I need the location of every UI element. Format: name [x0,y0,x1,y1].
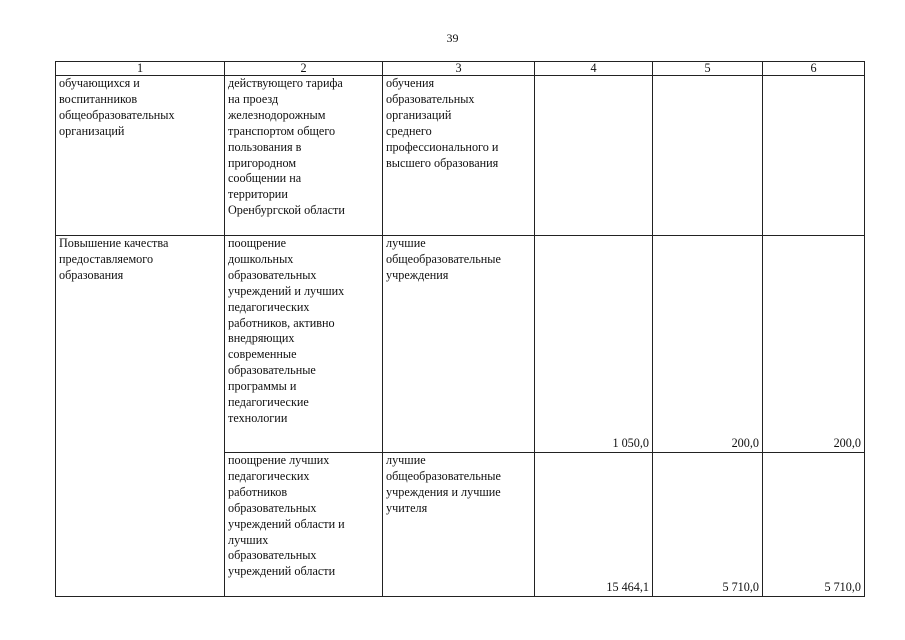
table-cell [383,76,535,236]
column-header-2: 2 [225,62,383,76]
table-cell [383,453,535,597]
table-cell: 5 710,0 [653,453,763,597]
column-header-5: 5 [653,62,763,76]
cell-text: Повышение качества предоставляемого образования [59,236,169,282]
cell-text: обучения образовательных организаций среднего профессионального и высшего образования [386,76,499,170]
table-row [56,236,865,453]
table-cell [225,453,383,597]
cell-text: поощрение лучших педагогических работников образовательных учреждений области и лучших образовательных учреждений области [228,453,345,579]
table-cell [763,76,865,236]
page-number: 39 [446,31,459,45]
table-cell: 200,0 [653,236,763,453]
table-cell [383,236,535,453]
column-header-4: 4 [535,62,653,76]
column-header-1: 1 [56,62,225,76]
document-table [55,61,865,597]
cell-text: поощрение дошкольных образовательных учреждений и лучших педагогических работников, активно внедряющих современные образовательные программы и педагогические технологии [228,236,345,425]
table-cell [653,76,763,236]
cell-text: действующего тарифа на проезд железнодорожным транспортом общего пользования в пригородном сообщении на территории Оренбургской области [228,76,345,218]
column-header-6: 6 [763,62,865,76]
table-cell: 200,0 [763,236,865,453]
table-cell: 1 050,0 [535,236,653,453]
table-cell: 15 464,1 [535,453,653,597]
cell-text: лучшие общеобразовательные учреждения и лучшие учителя [386,453,501,515]
table-cell [56,76,225,236]
table-cell [225,236,383,453]
table-cell [225,76,383,236]
table-header-row [56,62,865,76]
cell-text: обучающихся и воспитанников общеобразовательных организаций [59,76,175,138]
table-cell: 5 710,0 [763,453,865,597]
table-row [56,76,865,236]
cell-text: лучшие общеобразовательные учреждения [386,236,501,282]
table-cell [56,236,225,597]
table-cell [535,76,653,236]
column-header-3: 3 [383,62,535,76]
